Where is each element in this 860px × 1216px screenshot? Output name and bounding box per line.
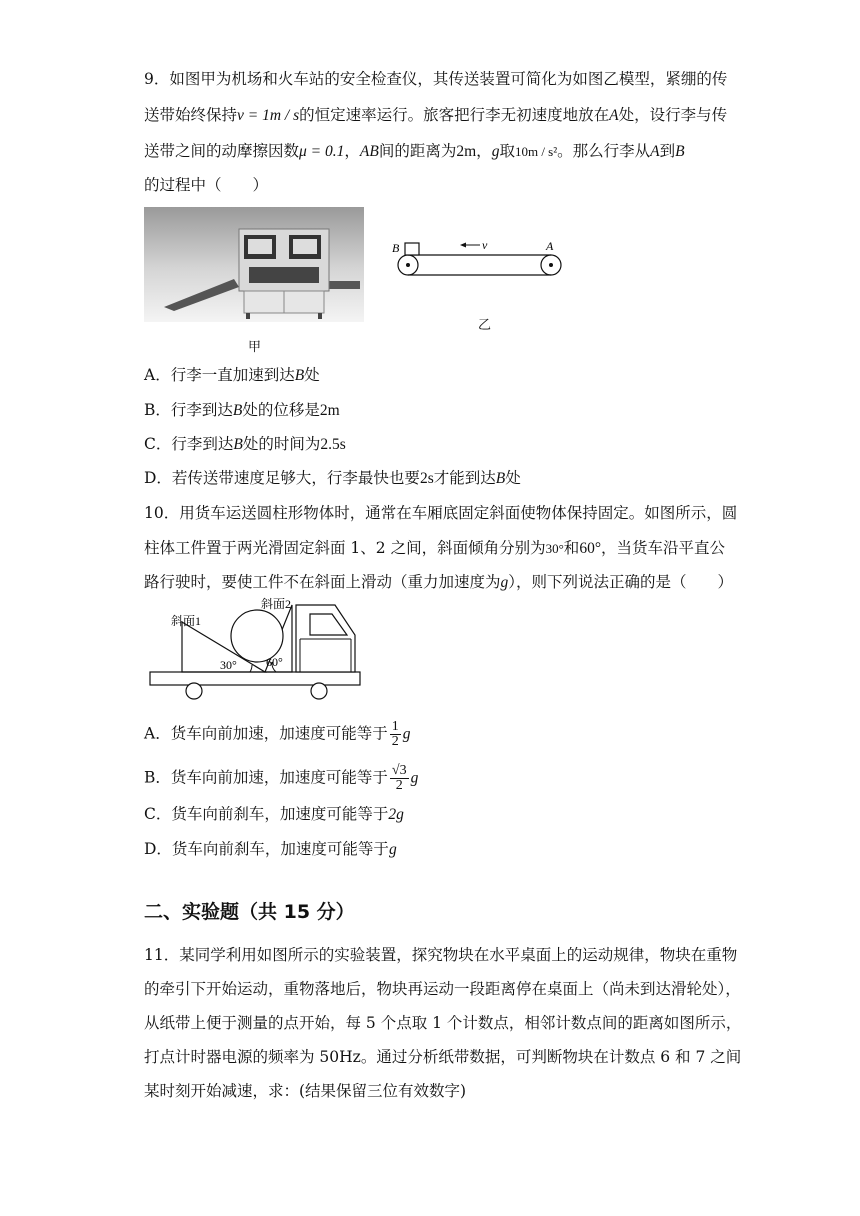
q11-line2: [144, 978, 741, 1000]
q10-text: 10．用货车运送圆柱形物体时，通常在车厢底固定斜面使物体保持固定。如图所示，圆: [144, 504, 738, 522]
q9-point-b: B: [233, 436, 243, 453]
q9-text: 的恒定速率运行。旅客把行李无初速度地放在: [299, 106, 610, 124]
label-angle-30: 30°: [220, 658, 237, 672]
q11-text: 从纸带上便于测量的点开始，每 5 个点取 1 个计数点，相邻计数点间的距离如图所示，: [144, 1014, 742, 1032]
q9-text: 间的距离为: [378, 142, 457, 160]
q10-text: C．货车向前刹车，加速度可能等于: [144, 805, 389, 823]
q9-point-b: B: [232, 402, 243, 419]
q10-text: 柱体工件置于两光滑固定斜面 1、2 之间，斜面倾角分别为: [144, 539, 546, 557]
q9-text: C．行李到达: [144, 435, 234, 453]
q9-text: ，: [476, 142, 492, 160]
q11-line3: [144, 1012, 741, 1034]
q9-segment-ab: AB: [359, 143, 379, 160]
q10-text: ，当货车沿平直公: [601, 539, 726, 557]
q10-g: g: [410, 769, 419, 787]
caption-jia: 甲: [248, 340, 262, 355]
q11-text: 打点计时器电源的频率为 50Hz。通过分析纸带数据，可判断物块在计数点 6 和 7 之间: [144, 1048, 742, 1066]
fraction-one-half: [390, 720, 401, 749]
truck-diagram: [148, 592, 364, 704]
q11-text: 的牵引下开始运动，重物落地后，物块再运动一段距离停在桌面上（尚未到达滑轮处），: [144, 980, 741, 998]
q9-text: D．若传送带速度足够大，行李最快也要: [144, 469, 420, 487]
q9-option-b: [144, 399, 340, 422]
q9-text: 处: [505, 469, 521, 487]
q10-g: g: [402, 725, 411, 743]
q9-stem-line4: [144, 174, 268, 196]
label-slope-1: 斜面1: [171, 614, 202, 628]
section-title: 二、实验题（共 15 分）: [144, 901, 355, 923]
q9-text: 9．如图甲为机场和火车站的安全检查仪，其传送装置可简化为如图乙模型，紧绷的传: [144, 70, 728, 88]
q9-stem-line2: [144, 104, 727, 127]
security-scanner-photo: [144, 207, 364, 322]
q9-text: 取: [499, 142, 515, 160]
q9-option-a: [144, 364, 320, 387]
q10-angle: 60°: [579, 540, 602, 557]
q9-stem-line3: [144, 140, 685, 163]
q10-g: g: [388, 841, 397, 858]
q10-option-a: [144, 720, 410, 749]
q9-text: 处的位移是: [242, 401, 320, 419]
q10-option-d: [144, 838, 397, 861]
q9-text: 处的时间为: [242, 435, 321, 453]
q11-text: 某时刻开始减速，求：(结果保留三位有效数字): [144, 1082, 467, 1100]
label-angle-60: 60°: [266, 655, 283, 669]
q9-option-d: [144, 467, 521, 490]
q10-text: 路行驶时，要使工件不在斜面上滑动（重力加速度为: [144, 573, 501, 591]
q10-text: D．货车向前刹车，加速度可能等于: [144, 840, 389, 858]
label-b: B: [392, 241, 400, 255]
q11-line1: [144, 944, 737, 966]
q10-stem-line3: [144, 571, 733, 594]
q10-text: 和: [563, 539, 580, 557]
q9-speed: v = 1m / s: [237, 107, 300, 124]
q9-stem-line1: [144, 68, 727, 90]
fraction-numerator: √3: [391, 763, 407, 778]
caption-yi: 乙: [478, 318, 492, 333]
q9-text: ，: [344, 142, 360, 160]
q9-text: 送带始终保持: [144, 106, 238, 124]
q10-text: ），则下列说法正确的是（ ）: [508, 573, 734, 591]
q9-point-a: A: [650, 143, 660, 160]
q9-value: 2s: [419, 470, 434, 487]
q9-text: 。那么行李从: [557, 142, 651, 160]
q9-distance: 2m: [456, 143, 477, 160]
label-v: v: [482, 238, 488, 252]
q11-line5: [144, 1080, 466, 1102]
q9-text: 送带之间的动摩擦因数: [144, 142, 300, 160]
q9-text: A．行李一直加速到达: [144, 366, 295, 384]
q9-text: B．行李到达: [144, 401, 233, 419]
q9-option-c: [144, 433, 346, 456]
label-slope-2: 斜面2: [261, 597, 292, 611]
q11-text: 11．某同学利用如图所示的实验装置，探究物块在水平桌面上的运动规律，物块在重物: [144, 946, 738, 964]
fraction-denominator: 2: [395, 778, 403, 793]
q9-value: 2m: [319, 402, 340, 419]
q9-g-value: 10m / s²: [514, 144, 558, 159]
q9-value: 2.5s: [320, 436, 346, 453]
q10-text: A．货车向前加速，加速度可能等于: [144, 724, 388, 743]
q10-stem-line2: [144, 537, 725, 560]
fraction-denominator: 2: [391, 734, 399, 749]
q10-option-c: [144, 803, 404, 826]
q9-text: 到: [659, 142, 676, 160]
q9-text: 的过程中（ ）: [144, 176, 269, 194]
q10-stem-line1: [144, 502, 737, 524]
q10-option-b: [144, 764, 418, 793]
q9-point-b: B: [495, 470, 506, 487]
q10-angle: 30°: [545, 541, 564, 556]
q9-friction: μ = 0.1: [299, 143, 345, 160]
q10-text: B．货车向前加速，加速度可能等于: [144, 768, 388, 787]
q9-point-b: B: [675, 143, 685, 160]
q9-text: 处，设行李与传: [618, 106, 728, 124]
q9-text: 处: [304, 366, 320, 384]
fraction-numerator: 1: [391, 719, 399, 734]
q10-g: g: [500, 574, 509, 591]
q10-value: 2g: [388, 806, 404, 823]
label-a: A: [546, 239, 554, 253]
q9-g: g: [491, 143, 500, 160]
q9-point-a: A: [609, 107, 619, 124]
conveyor-belt-diagram: [388, 232, 568, 282]
q11-line4: [144, 1046, 741, 1068]
fraction-sqrt3-half: [390, 764, 409, 793]
q9-text: 才能到达: [433, 469, 496, 487]
q9-point-b: B: [294, 367, 305, 384]
